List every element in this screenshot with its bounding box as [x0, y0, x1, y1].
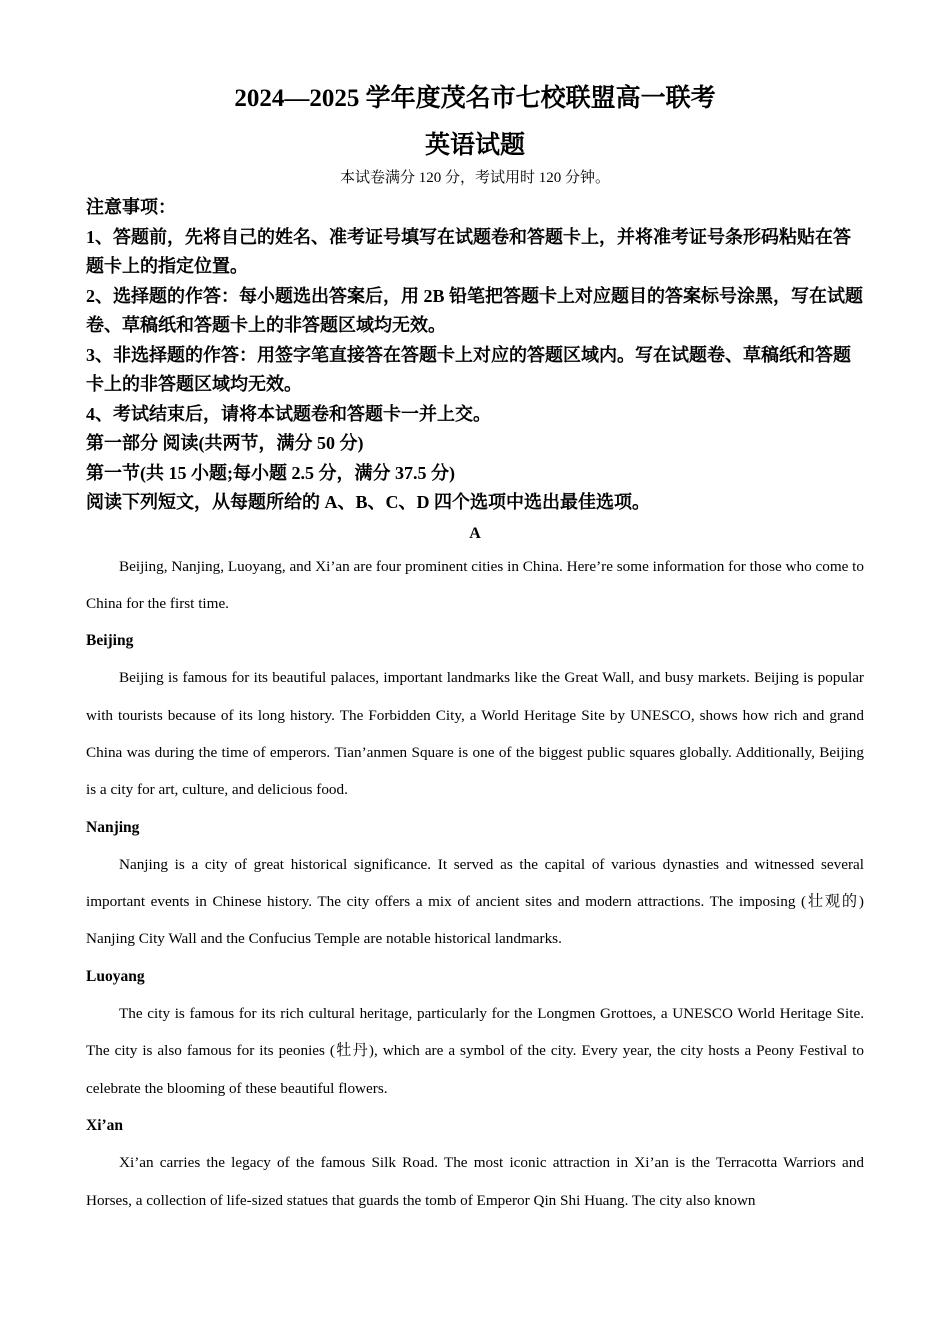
- subsection-heading: 第一节(共 15 小题;每小题 2.5 分，满分 37.5 分): [86, 462, 455, 483]
- section-header: [86, 429, 864, 518]
- score-note: 本试卷满分 120 分，考试用时 120 分钟。: [339, 170, 610, 186]
- city-heading-beijing: Beijing: [86, 632, 134, 650]
- city-text-beijing: Beijing is famous for its beautiful palaces, important landmarks like the Great Wall, and busy markets. Beijing is popular with tourists because of its long history. The Forbidden City, a World Heritage Site by UNESCO, shows how rich and grand China was during the time of emperors. Tian’anmen Square is one of the biggest public squares globally. Additionally, Beijing is a city for art, culture, and delicious food.: [86, 669, 864, 799]
- directions: 阅读下列短文，从每题所给的 A、B、C、D 四个选项中选出最佳选项。: [86, 492, 650, 512]
- city-text-luoyang: The city is famous for its rich cultural heritage, particularly for the Longmen Grottoes, a UNESCO World Heritage Site. The city is also famous for its peonies (牡丹), which are a symbol of the city. Every year, the city hosts a Peony Festival to celebrate the blooming of these beautiful flowers.: [86, 1005, 864, 1097]
- notice-item-1: 1、答题前，先将自己的姓名、准考证号填写在试题卷和答题卡上，并将准考证号条形码粘贴在答题卡上的指定位置。: [86, 226, 851, 276]
- notice-heading: 注意事项：: [86, 197, 176, 217]
- exam-title: 2024—2025 学年度茂名市七校联盟高一联考: [234, 85, 716, 112]
- notice-item-4: 4、考试结束后，请将本试题卷和答题卡一并上交。: [86, 403, 491, 424]
- city-text-nanjing: Nanjing is a city of great historical significance. It served as the capital of various dynasties and witnessed several important events in Chinese history. The city offers a mix of ancient sites and modern attractions. The imposing (壮观的) Nanjing City Wall and the Confucius Temple are notable historical landmarks.: [86, 855, 864, 948]
- exam-page: [86, 82, 864, 1219]
- city-heading-xian: Xi’an: [86, 1116, 124, 1134]
- passage-a: [86, 520, 864, 1219]
- part-heading: 第一部分 阅读(共两节，满分 50 分): [86, 433, 364, 453]
- notice-block: [86, 193, 864, 429]
- city-heading-luoyang: Luoyang: [86, 967, 145, 985]
- passage-letter: A: [469, 524, 481, 542]
- exam-subtitle: 英语试题: [424, 132, 525, 159]
- notice-item-3: 3、非选择题的作答：用签字笔直接答在答题卡上对应的答题区域内。写在试题卷、草稿纸和答题卡上的非答题区域均无效。: [86, 344, 851, 394]
- city-heading-nanjing: Nanjing: [86, 818, 140, 836]
- passage-intro: Beijing, Nanjing, Luoyang, and Xi’an are four prominent cities in China. Here’re some information for those who come to China for the first time.: [86, 557, 864, 612]
- notice-item-2: 2、选择题的作答：每小题选出答案后，用 2B 铅笔把答题卡上对应题目的答案标号涂黑，写在试题卷、草稿纸和答题卡上的非答题区域均无效。: [86, 285, 864, 335]
- city-text-xian: Xi’an carries the legacy of the famous Silk Road. The most iconic attraction in Xi’an is the Terracotta Warriors and Horses, a collection of life-sized statues that guards the tomb of Emperor Qin Shi Huang. The city also known: [86, 1154, 864, 1209]
